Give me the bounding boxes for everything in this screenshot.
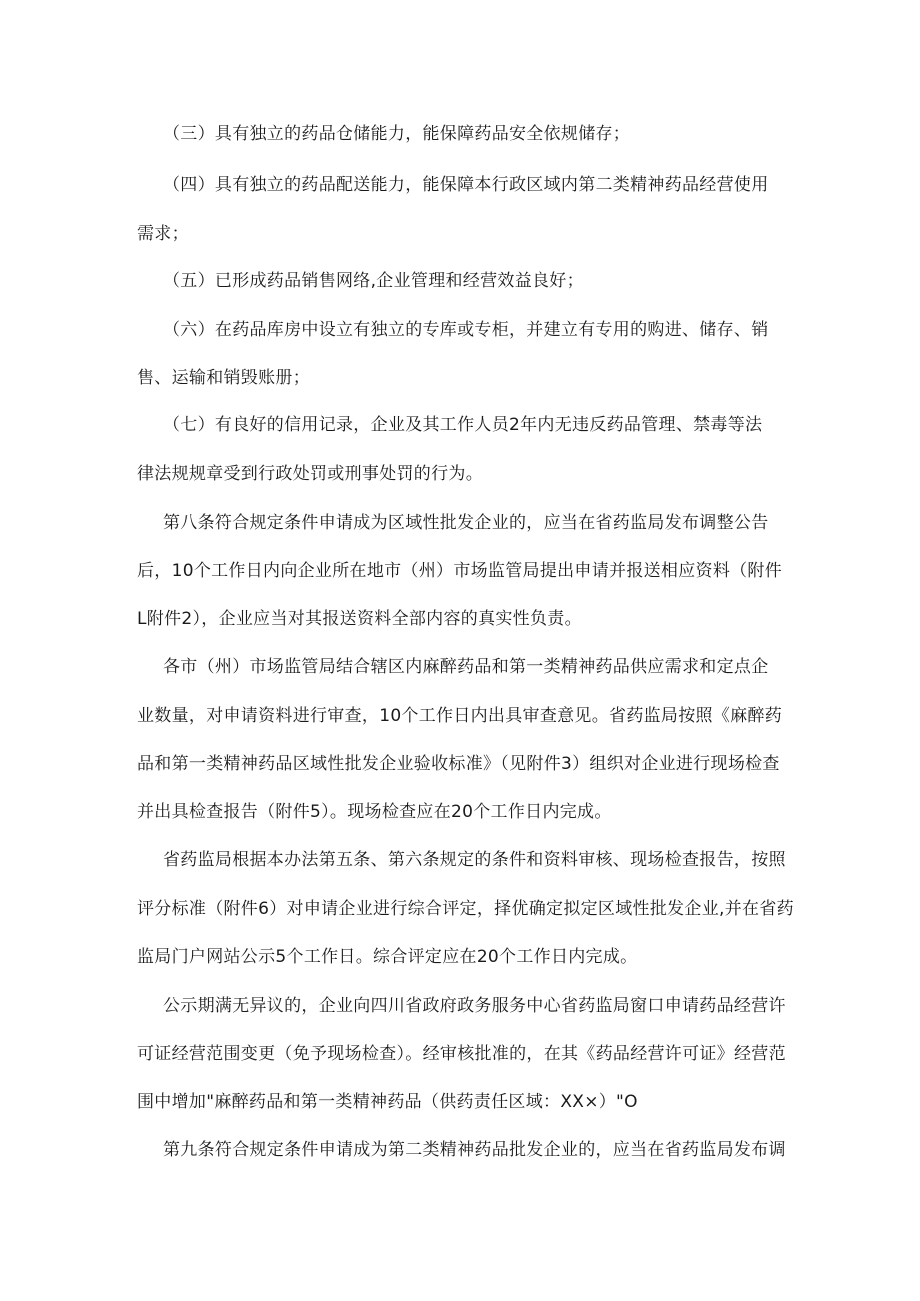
list-item-7-line-2: 律法规规章受到行政处罚或刑事处罚的行为。 <box>137 464 483 484</box>
article-8-line-1: 第八条符合规定条件申请成为区域性批发企业的，应当在省药监局发布调整公告 <box>163 513 769 533</box>
paragraph-evaluation-line-3: 监局门户网站公示5个工作日。综合评定应在20个工作日内完成。 <box>137 947 638 967</box>
list-item-5: （五）已形成药品销售网络,企业管理和经营效益良好； <box>163 271 584 291</box>
list-item-7-line-1: （七）有良好的信用记录，企业及其工作人员2年内无违反药品管理、禁毒等法 <box>163 415 763 435</box>
paragraph-publicity-line-3: 围中增加"麻醉药品和第一类精神药品（供药责任区域：XX×）"O <box>137 1092 638 1112</box>
paragraph-evaluation-line-1: 省药监局根据本办法第五条、第六条规定的条件和资料审核、现场检查报告，按照 <box>163 850 786 870</box>
list-item-3: （三）具有独立的药品仓储能力，能保障药品安全依规储存； <box>163 124 631 144</box>
article-9-line-1: 第九条符合规定条件申请成为第二类精神药品批发企业的，应当在省药监局发布调 <box>163 1140 786 1160</box>
paragraph-publicity-line-1: 公示期满无异议的，企业向四川省政府政务服务中心省药监局窗口申请药品经营许 <box>163 996 786 1016</box>
paragraph-publicity-line-2: 可证经营范围变更（免予现场检查）。经审核批准的，在其《药品经营许可证》经营范 <box>137 1044 786 1064</box>
article-8-line-2: 后，10个工作日内向企业所在地市（州）市场监管局提出申请并报送相应资料（附件 <box>137 561 783 581</box>
list-item-6-line-1: （六）在药品库房中设立有独立的专库或专柜，并建立有专用的购进、储存、销 <box>163 320 769 340</box>
article-8-line-3: L附件2），企业应当对其报送资料全部内容的真实性负责。 <box>137 609 582 629</box>
paragraph-review-line-3: 品和第一类精神药品区域性批发企业验收标准》（见附件3）组织对企业进行现场检查 <box>137 754 780 774</box>
paragraph-review-line-4: 并出具检查报告（附件5）。现场检查应在20个工作日内完成。 <box>137 802 612 822</box>
paragraph-review-line-2: 业数量，对申请资料进行审查，10个工作日内出具审查意见。省药监局按照《麻醉药 <box>137 706 783 726</box>
list-item-4-line-1: （四）具有独立的药品配送能力，能保障本行政区域内第二类精神药品经营使用 <box>163 175 769 195</box>
paragraph-review-line-1: 各市（州）市场监管局结合辖区内麻醉药品和第一类精神药品供应需求和定点企 <box>163 657 769 677</box>
list-item-4-line-2: 需求； <box>137 224 189 244</box>
list-item-6-line-2: 售、运输和销毁账册； <box>137 368 310 388</box>
paragraph-evaluation-line-2: 评分标准（附件6）对申请企业进行综合评定，择优确定拟定区域性批发企业,并在省药 <box>137 899 794 919</box>
